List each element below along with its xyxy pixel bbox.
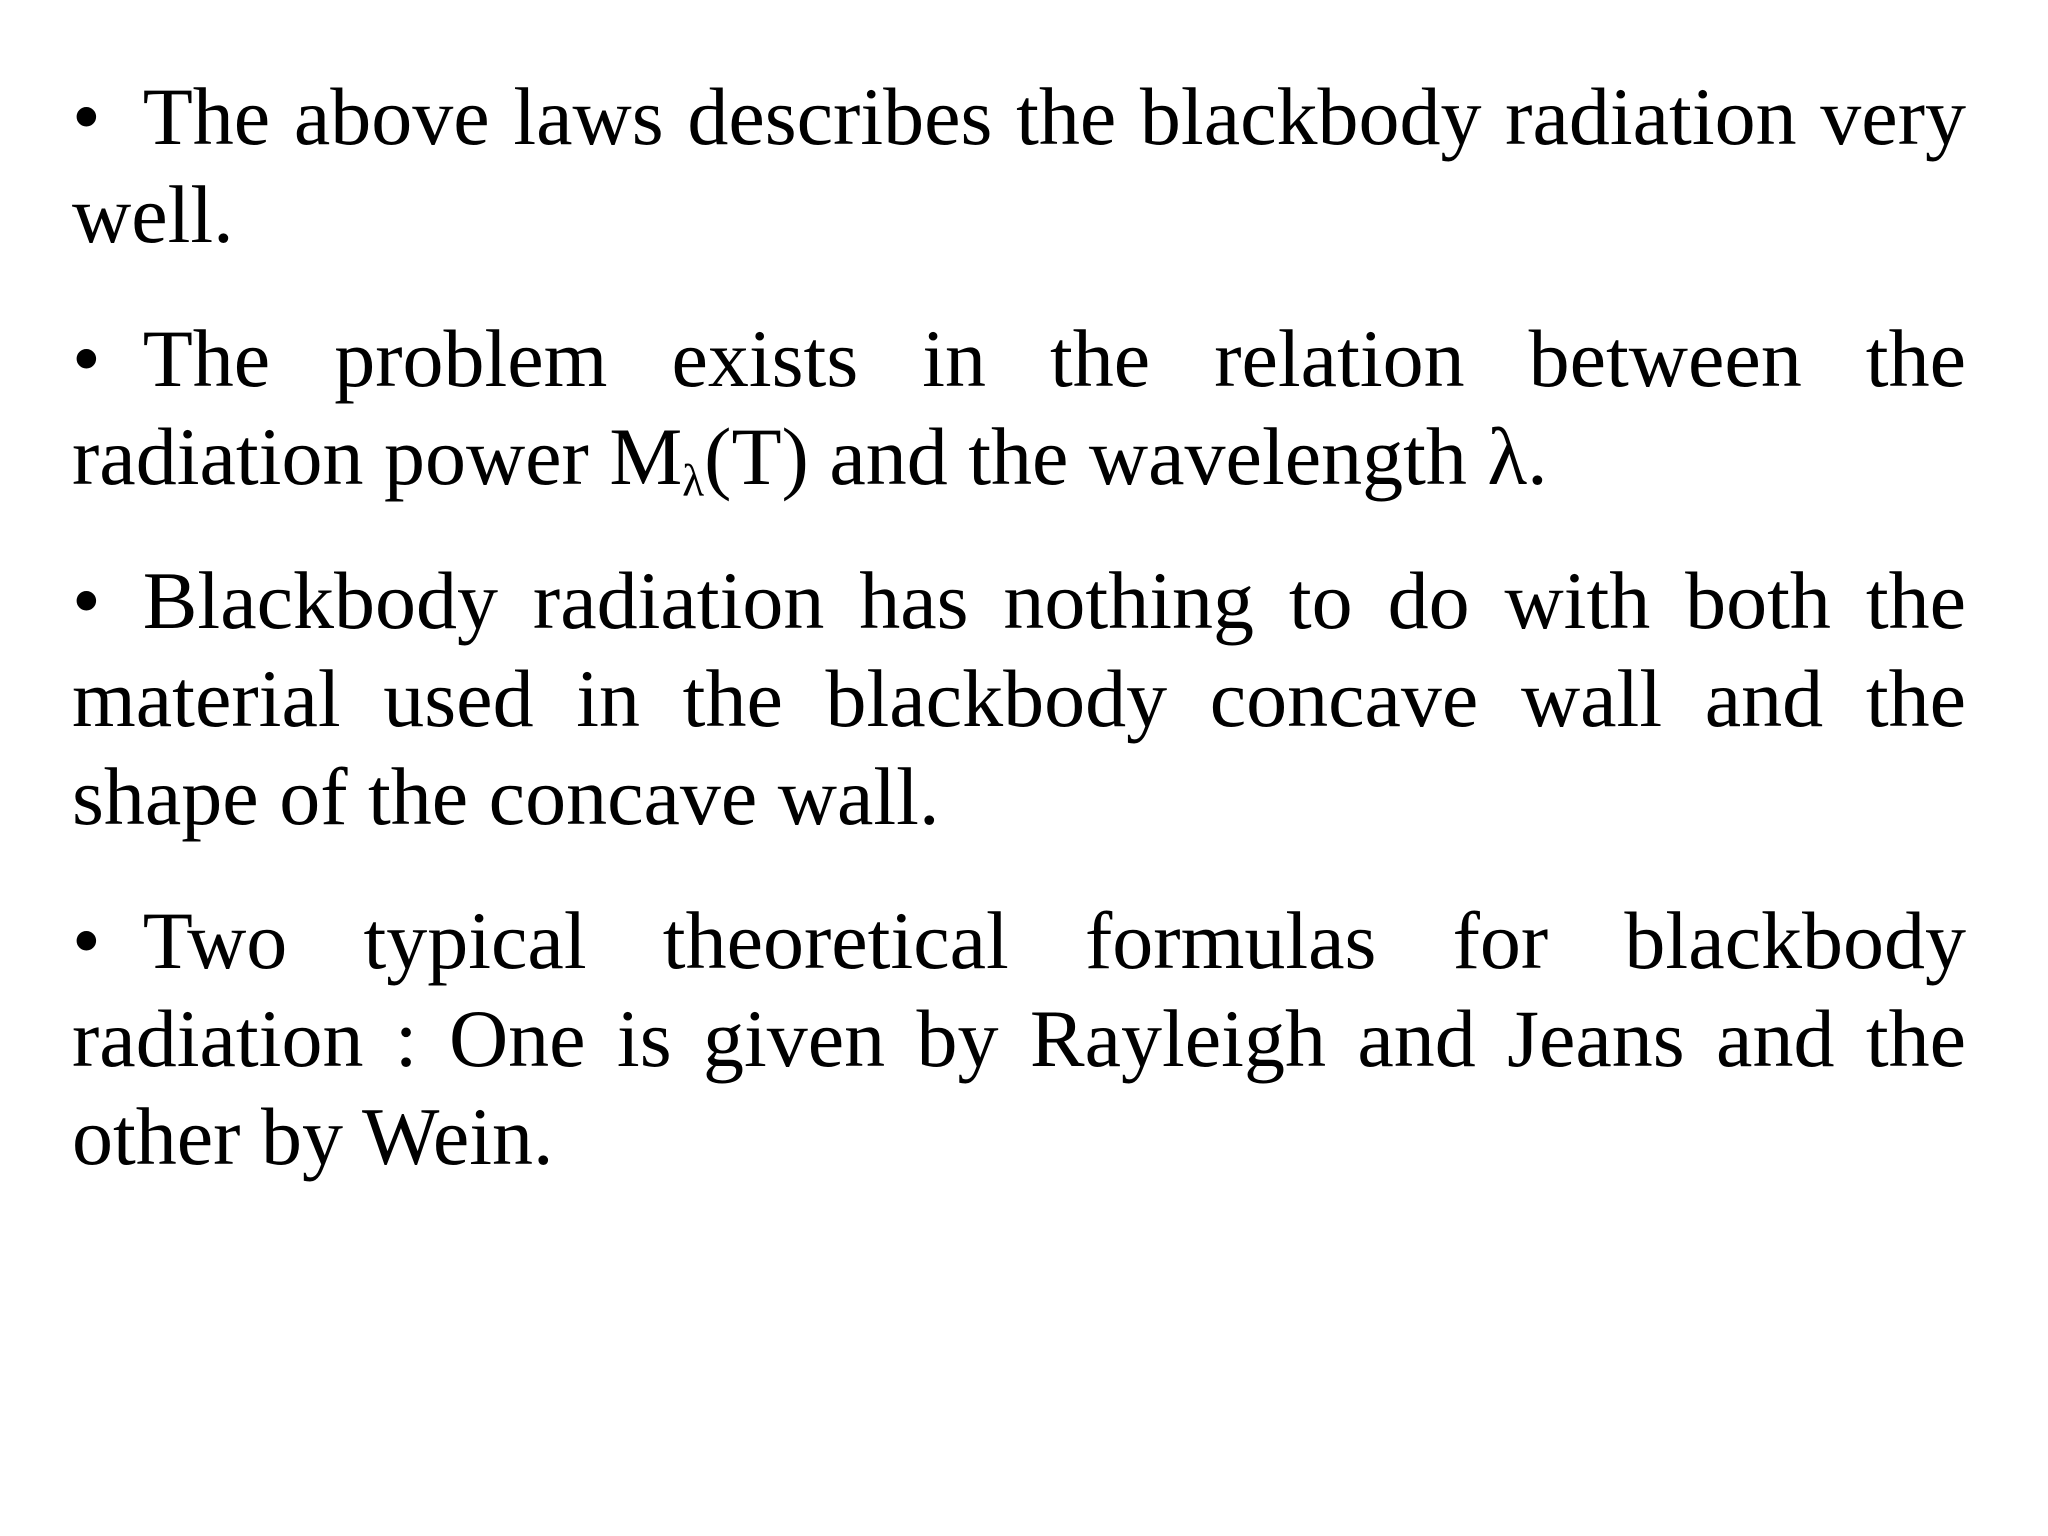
lambda-subscript: λ [682,455,705,506]
slide-body [72,68,1966,1186]
bullet-item-1 [72,68,1966,264]
bullet-text: Blackbody radiation has nothing to do with both the material used in the blackbody concave wall and the shape of the concave wall. [72,555,1966,842]
bullet-item-3 [72,552,1966,846]
bullet-text: Two typical theoretical formulas for blackbody radiation : One is given by Rayleigh and Jeans and the other by Wein. [72,895,1966,1182]
bullet-item-4 [72,892,1966,1186]
bullet-marker: • [72,71,101,162]
bullet-marker: • [72,313,101,404]
bullet-marker: • [72,555,101,646]
bullet-item-2 [72,310,1966,506]
bullet-text-continued: (T) and the wavelength λ. [704,411,1548,502]
bullet-text: The above laws describes the blackbody radiation very well. [72,71,1966,260]
bullet-text: The problem exists in the relation between the radiation power M [72,313,1966,502]
bullet-marker: • [72,895,101,986]
